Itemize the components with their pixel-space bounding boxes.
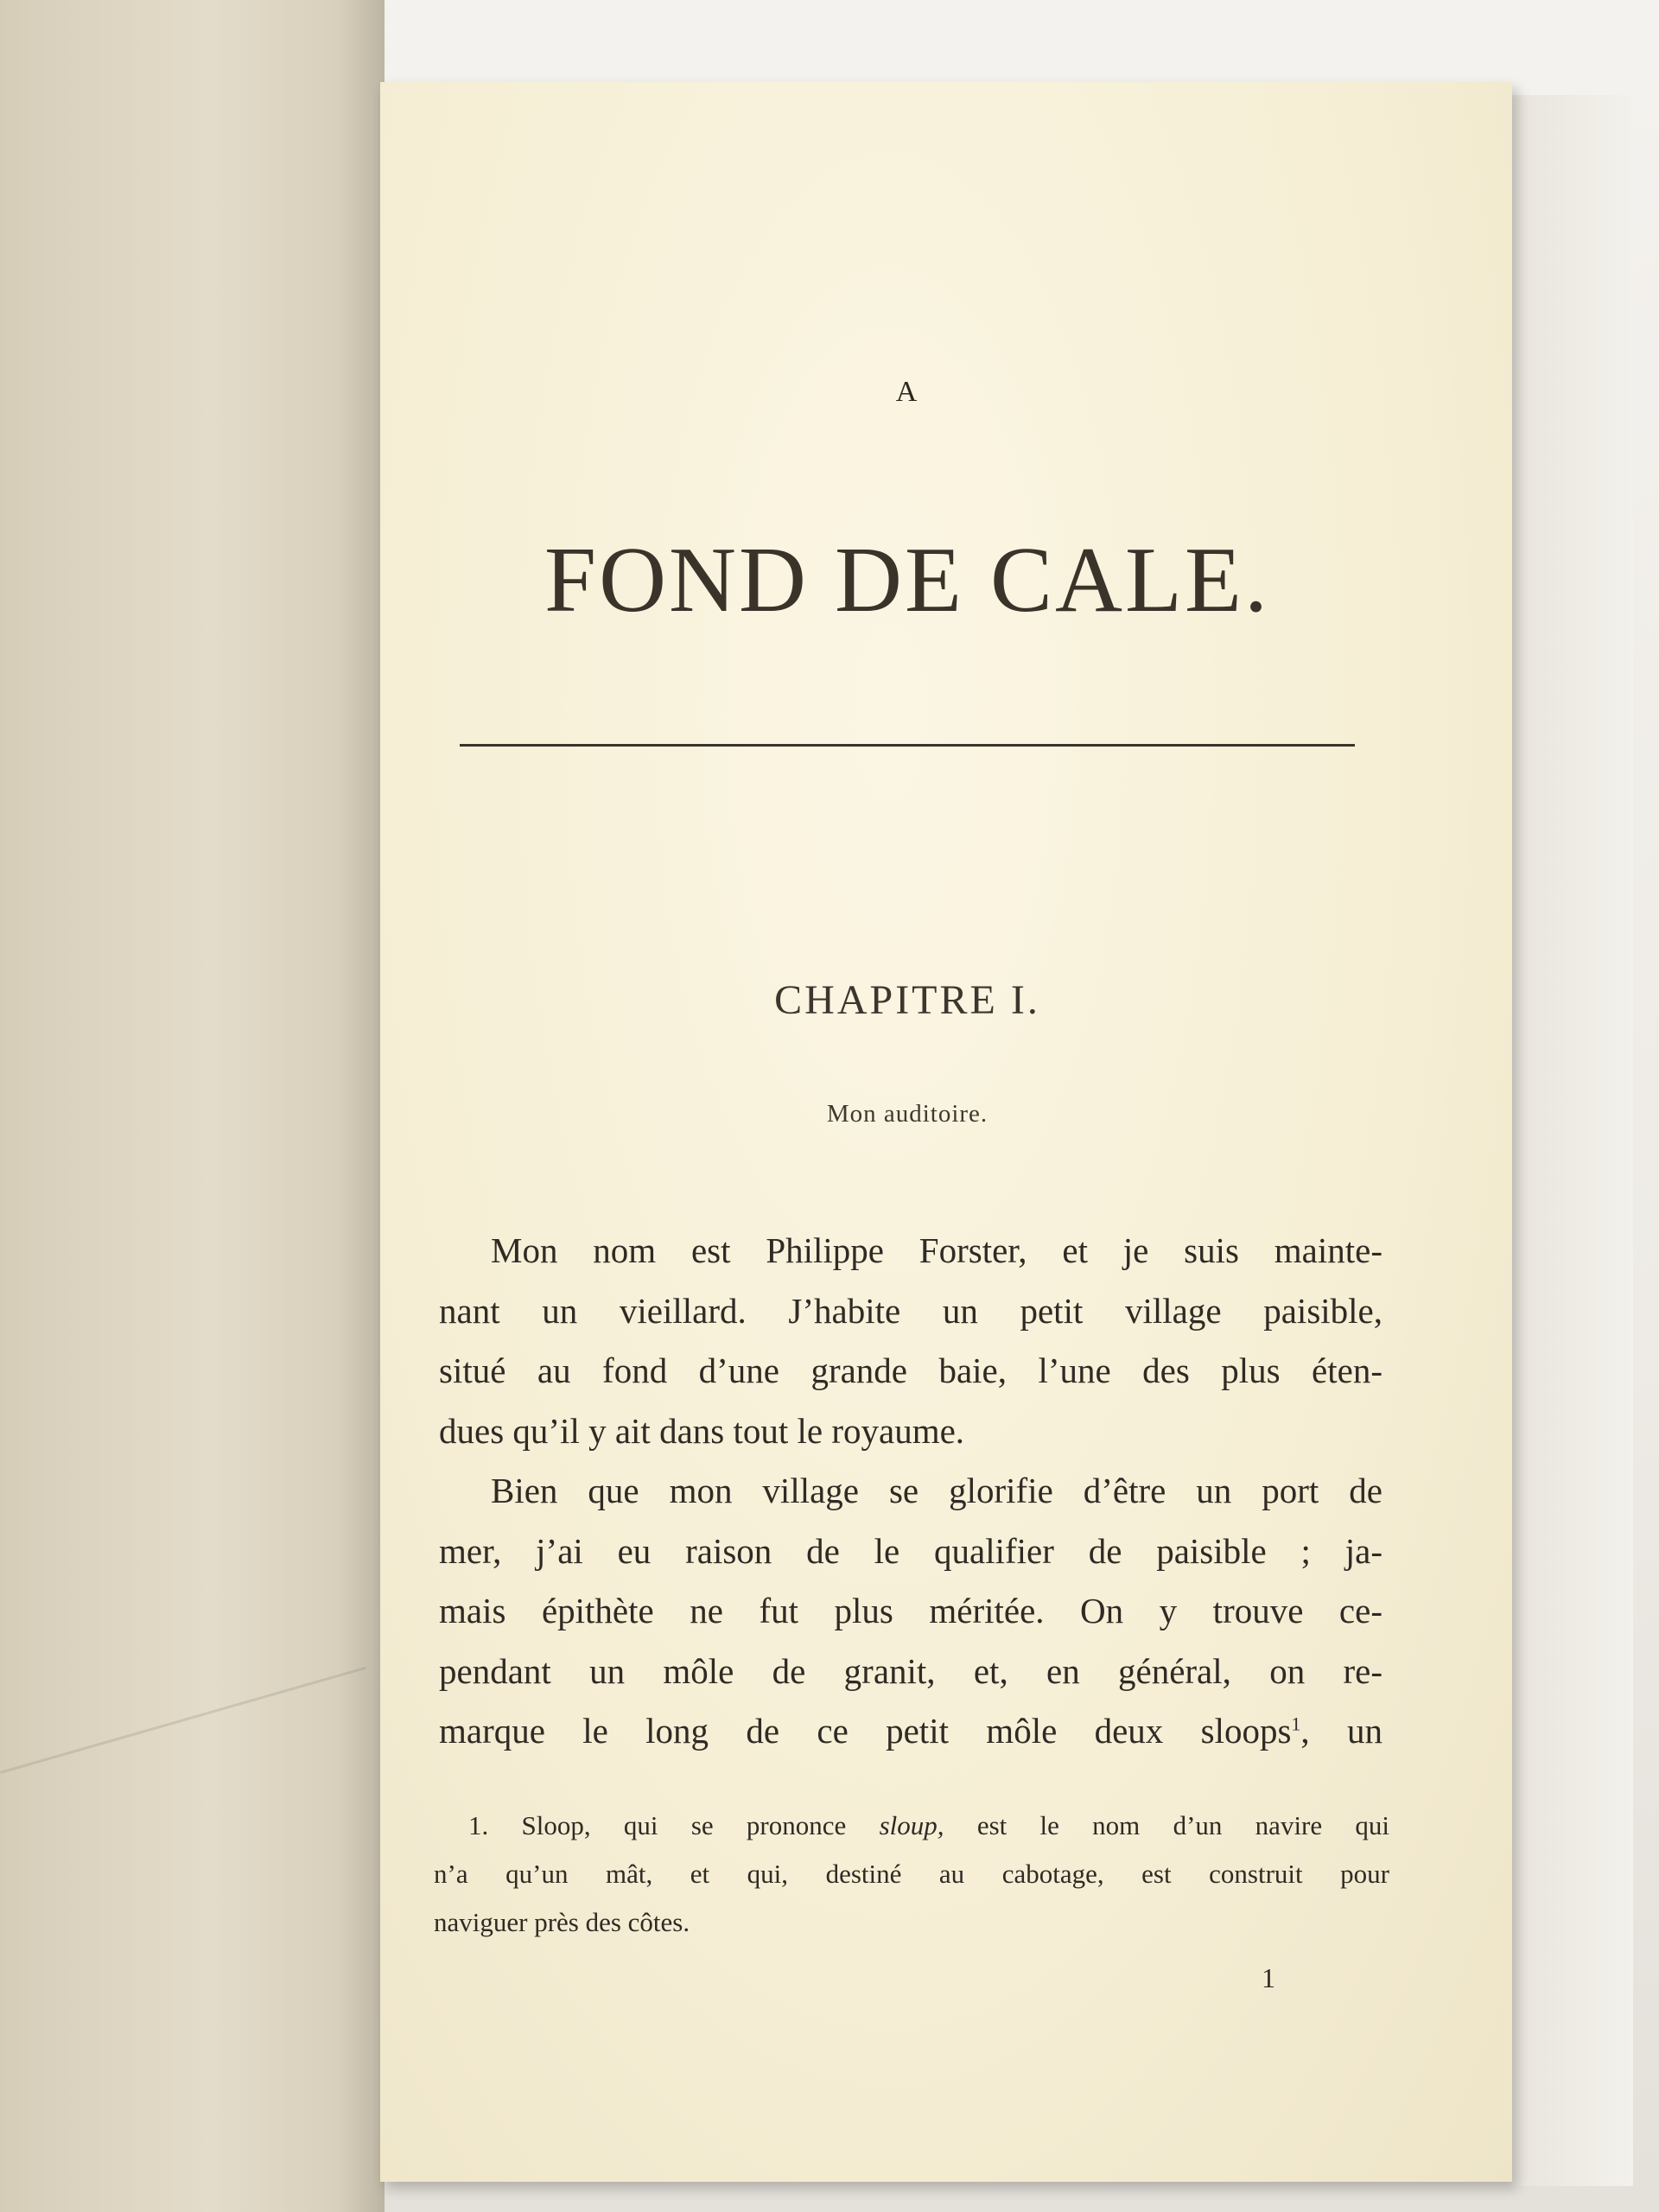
title-prefix: A [895, 376, 919, 408]
left-facing-page [0, 0, 385, 2212]
text-line: mer, j’ai eu raison de le qualifier de paisible ; ja- [439, 1530, 1382, 1571]
book-title: FOND DE CALE. [544, 529, 1270, 632]
text-line: dues qu’il y ait dans tout le royaume. [439, 1410, 965, 1451]
chapter-heading: CHAPITRE I. [774, 977, 1040, 1023]
text-line-last [439, 1701, 1382, 1762]
book-page [380, 82, 1512, 2182]
facing-page-bleed-through [0, 1667, 409, 1923]
text-line: pendant un môle de granit, et, en général, on re- [439, 1650, 1382, 1691]
footnote-line [434, 1802, 1389, 1850]
footnote-italic: sloup, [879, 1810, 944, 1840]
text-line: Bien que mon village se glorifie d’être un port de [491, 1471, 1382, 1510]
title-rule [460, 744, 1355, 747]
text-line: mais épithète ne fut plus méritée. On y trouve ce- [439, 1591, 1382, 1630]
text-line: Mon nom est Philippe Forster, et je suis mainte- [491, 1230, 1382, 1270]
footnote-text: Sloop, qui se prononce [521, 1810, 847, 1840]
text-line: nant un vieillard. J’habite un petit village paisible, [439, 1290, 1382, 1331]
footnote-text: est le nom d’un navire qui [976, 1810, 1390, 1840]
text-line: situé au fond d’une grande baie, l’une des plus éten- [439, 1351, 1382, 1390]
page-edge [1512, 95, 1633, 2186]
footnote-line: n’a qu’un mât, et qui, destiné au cabotage, est construit pour [434, 1859, 1389, 1889]
footnote [434, 1802, 1389, 1947]
footnote-marker: 1 [1291, 1713, 1301, 1735]
text-line-part: marque le long de ce petit môle deux sloops [439, 1711, 1292, 1751]
footnote-number: 1. [468, 1810, 489, 1840]
page-number: 1 [1262, 1962, 1275, 1993]
body-text [439, 1221, 1382, 1762]
footnote-line: naviguer près des côtes. [434, 1907, 690, 1937]
chapter-subtitle: Mon auditoire. [826, 1100, 988, 1128]
text-line-part: , un [1300, 1711, 1382, 1751]
